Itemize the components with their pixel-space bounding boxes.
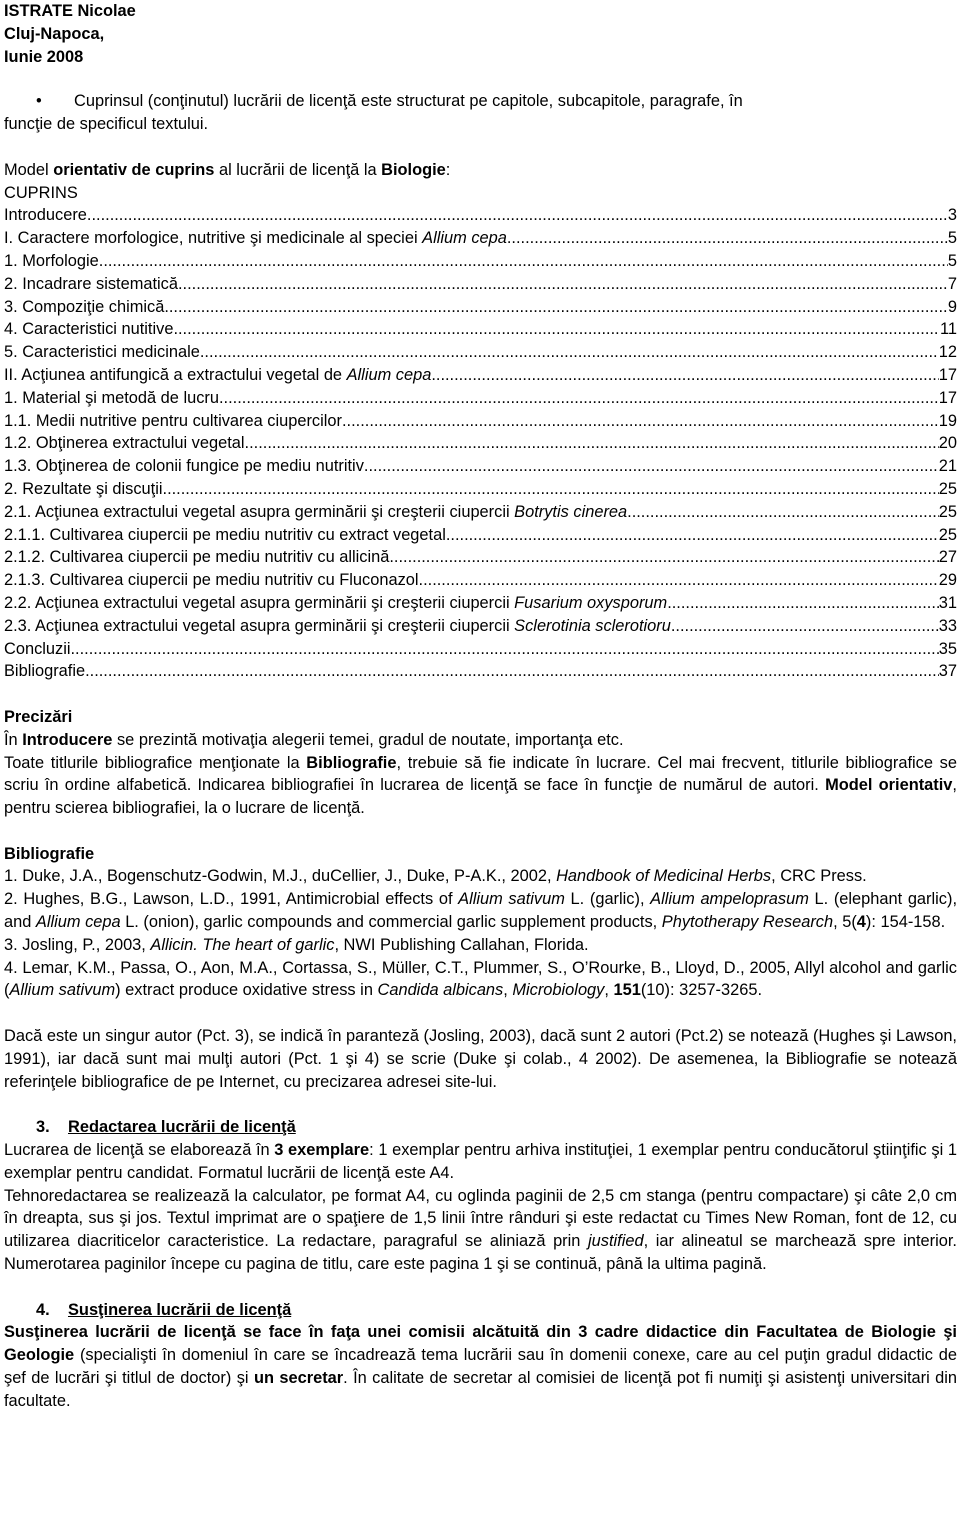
text-span: , trebuie să fie indicate în lucrare. Cel mai frecvent, titlurile bibliografice se scriu în ordine alfabetică. Indicarea bibliografiei în lucrarea de licenţă se face în funcţie de numărul de autori. — [4, 753, 957, 795]
toc-page-number: 35 — [938, 639, 957, 658]
text-span: În — [4, 730, 23, 749]
model-text-a: Model — [4, 160, 54, 179]
toc-page-number: 21 — [938, 457, 957, 476]
text-span: Lucrarea de licenţă se elaborează în — [4, 1141, 275, 1160]
toc-page-number: 17 — [938, 388, 957, 407]
toc-leader-dots — [431, 364, 938, 387]
text-span-italic: Phytotherapy Research — [661, 913, 834, 932]
toc-entry-text: 2.1.3. Cultivarea ciupercii pe mediu nutritiv cu Fluconazol — [4, 571, 419, 590]
toc-entry-text: II. Acţiunea antifungică a extractului vegetal de — [4, 365, 347, 384]
text-span-bold: 3 exemplare — [274, 1141, 370, 1160]
toc-page-number: 29 — [938, 571, 957, 590]
intro-bullet — [4, 90, 957, 113]
author-name: ISTRATE Nicolae — [4, 2, 136, 20]
toc-entry-title — [4, 478, 163, 501]
text-span-bold: Bibliografie — [306, 753, 397, 772]
toc-entry-text: 1. Material şi metodă de lucru — [4, 388, 219, 407]
toc-page-number: 19 — [938, 411, 957, 430]
toc-entry — [4, 341, 957, 364]
author-city: Cluj-Napoca, — [4, 24, 105, 43]
toc-entry — [4, 501, 957, 524]
text-span: ) extract produce oxidative stress in — [115, 981, 378, 1000]
toc-page-number: 12 — [938, 343, 957, 362]
text-span: , CRC Press. — [771, 867, 867, 886]
toc-entry-title — [4, 615, 671, 638]
toc-entry-text: 5. Caracteristici medicinale — [4, 343, 200, 362]
toc-entry-text: 2.3. Acţiunea extractului vegetal asupra germinării şi creşterii ciupercii — [4, 616, 515, 635]
toc-entry — [4, 204, 957, 227]
section-3-title: Redactarea lucrării de licenţă — [68, 1118, 296, 1137]
toc-entry-italic: Sclerotinia sclerotioru — [514, 616, 671, 635]
text-span: 1. Duke, J.A., Bogenschutz-Godwin, M.J., duCellier, J., Duke, P-A.K., 2002, — [4, 867, 557, 886]
toc-leader-dots — [419, 569, 939, 592]
section-4-number: 4. — [36, 1300, 50, 1319]
toc-entry — [4, 524, 957, 547]
toc-entry-title — [4, 250, 99, 273]
toc-entry — [4, 455, 957, 478]
toc-page-number: 3 — [947, 206, 957, 225]
precizari-paragraph-2 — [4, 752, 957, 820]
toc-page-number: 27 — [938, 548, 957, 567]
text-span: (10): 3257-3265. — [640, 981, 763, 1000]
toc-entry-title — [4, 364, 431, 387]
toc-leader-dots — [219, 387, 939, 410]
toc-entry-text: Introducere — [4, 206, 87, 225]
reference-1 — [4, 865, 957, 888]
text-span: , NWI Publishing Callahan, Florida. — [334, 935, 589, 954]
toc-entry-text: 2. Rezultate şi discuţii — [4, 479, 163, 498]
section-3-paragraph-2 — [4, 1185, 957, 1276]
text-span-bold: Susţinerea lucrării de licenţă se face în faţa unei comisii alcătuită din 3 cadre didactice din Facultatea de Biologie şi Geologie — [4, 1323, 957, 1365]
text-span-italic: Allicin. The heart of garlic — [150, 935, 335, 954]
text-span-bold: 151 — [613, 981, 641, 1000]
toc-leader-dots — [667, 592, 939, 615]
toc-entry-text: 1.1. Medii nutritive pentru cultivarea ciupercilor — [4, 411, 342, 430]
toc-leader-dots — [245, 432, 939, 455]
toc-entry — [4, 318, 957, 341]
section-4-title: Susţinerea lucrării de licenţă — [68, 1300, 292, 1319]
toc-entry-italic: Allium cepa — [346, 365, 432, 384]
toc-entry-title — [4, 501, 627, 524]
section-4-heading — [4, 1299, 957, 1322]
toc-entry — [4, 364, 957, 387]
toc-entry-italic: Allium cepa — [422, 229, 507, 248]
text-span: se prezintă motivaţia alegerii temei, gradul de noutate, importanţa etc. — [112, 730, 624, 749]
toc-entry-text: 2.1.1. Cultivarea ciupercii pe mediu nutritiv cu extract vegetal — [4, 525, 446, 544]
toc-page-number: 31 — [938, 593, 957, 612]
toc-entry-title — [4, 341, 200, 364]
toc-leader-dots — [446, 524, 939, 547]
toc-entry-title — [4, 660, 85, 683]
toc-page-number: 25 — [938, 525, 957, 544]
toc-entry — [4, 569, 957, 592]
text-span-italic: Handbook of Medicinal Herbs — [556, 867, 772, 886]
toc-leader-dots — [164, 296, 948, 319]
toc-page-number: 25 — [938, 502, 957, 521]
toc-entry — [4, 660, 957, 683]
toc-entry-title — [4, 546, 389, 569]
model-text-b: orientativ de cuprins — [53, 160, 215, 179]
text-span: 4. Lemar, K.M., Passa, O., Aon, M.A., Cortassa, S., Müller, C.T., Plummer, S., O’Rourke, B., Lloyd, D., 2005, Allyl alcohol and garlic ( — [4, 958, 957, 1000]
precizari-paragraph-1 — [4, 729, 957, 752]
text-span: L. (elephant garlic), and — [4, 890, 957, 932]
text-span-italic: Microbiology — [512, 981, 605, 1000]
intro-text-line1: Cuprinsul (conţinutul) lucrării de licenţă este structurat pe capitole, subcapitole, paragrafe, în — [74, 92, 743, 111]
toc-entry-title — [4, 204, 87, 227]
text-span-italic: Allium sativum — [458, 890, 565, 909]
toc-page-number: 25 — [938, 479, 957, 498]
toc-page-number: 17 — [938, 365, 957, 384]
toc-entry-text: 2.1.2. Cultivarea ciupercii pe mediu nutritiv cu allicină — [4, 548, 390, 567]
toc-entry-text: 2.2. Acţiunea extractului vegetal asupra germinării şi creşterii ciupercii — [4, 593, 515, 612]
toc-page-number: 7 — [947, 274, 957, 293]
section-3-heading — [4, 1116, 957, 1139]
toc-entry — [4, 546, 957, 569]
toc-leader-dots — [389, 546, 938, 569]
text-span: , pentru scierea bibliografiei, la o lucrare de licenţă. — [4, 776, 957, 818]
bibliografie-title: Bibliografie — [4, 844, 95, 863]
text-span-bold: un secretar — [253, 1369, 344, 1388]
toc-entry-title — [4, 592, 667, 615]
toc-entry-text: 3. Compoziţie chimică — [4, 297, 165, 316]
toc-leader-dots — [342, 410, 939, 433]
toc-entry-title — [4, 227, 507, 250]
toc-entry-title — [4, 410, 342, 433]
text-span-italic: Allium sativum — [9, 981, 116, 1000]
text-span: 2. Hughes, B.G., Lawson, L.D., 1991, Antimicrobial effects of — [4, 890, 459, 909]
reference-3 — [4, 934, 957, 957]
toc-entry-text: 2.1. Acţiunea extractului vegetal asupra germinării şi creşterii ciupercii — [4, 502, 515, 521]
toc-entry-title — [4, 638, 71, 661]
toc-page-number: 5 — [947, 251, 957, 270]
toc-entry-text: 1.2. Obţinerea extractului vegetal — [4, 434, 245, 453]
text-span: L. (garlic), — [564, 890, 651, 909]
toc-entry — [4, 410, 957, 433]
toc-entry-title — [4, 569, 419, 592]
text-span: , 5( — [833, 913, 857, 932]
text-span: Tehnoredactarea se realizează la calculator, pe format A4, cu oglinda paginii de 2,5 cm stanga (pentru compactare) şi câte 2,0 cm în dreapta, sus şi jos. Textul imprimat are o spaţiere de 1,5 linii între rânduri şi este redactat cu Times New Roman, font de 12, cu utilizarea diacriticelor caracteristice. La redactare, paragraful se aliniază prin — [4, 1186, 957, 1251]
model-text-e: : — [445, 160, 451, 179]
toc-entry-title — [4, 432, 245, 455]
toc-leader-dots — [671, 615, 939, 638]
toc-entry-title — [4, 318, 173, 341]
toc-leader-dots — [163, 478, 939, 501]
toc-leader-dots — [71, 638, 939, 661]
model-line — [4, 159, 957, 182]
toc-entry-text: 2. Incadrare sistematică — [4, 274, 178, 293]
toc-leader-dots — [99, 250, 948, 273]
intro-text-line2: funcţie de specificul textului. — [4, 115, 209, 134]
toc-entry-title — [4, 387, 219, 410]
toc-entry — [4, 432, 957, 455]
toc-entry-italic: Fusarium oxysporum — [514, 593, 668, 612]
text-span-bold: Model orientativ — [825, 776, 953, 795]
text-span-italic: Allium cepa — [35, 913, 121, 932]
toc-leader-dots — [627, 501, 939, 524]
toc-entry-text: Concluzii — [4, 639, 71, 658]
text-span-italic: Allium ampeloprasum — [650, 890, 809, 909]
model-text-d: Biologie — [381, 160, 446, 179]
text-span: L. (onion), garlic compounds and commercial garlic supplement products, — [120, 913, 662, 932]
reference-2 — [4, 888, 957, 934]
toc-page-number: 11 — [939, 320, 957, 339]
toc-entry — [4, 615, 957, 638]
toc-entry — [4, 478, 957, 501]
text-span-bold: 4 — [856, 913, 866, 932]
document-date: Iunie 2008 — [4, 47, 84, 66]
toc-leader-dots — [507, 227, 948, 250]
toc-leader-dots — [178, 273, 948, 296]
text-span: ): 154-158. — [865, 913, 946, 932]
toc-entry-title — [4, 455, 364, 478]
toc-entry-text: Bibliografie — [4, 662, 86, 681]
text-span-italic: Candida albicans — [377, 981, 504, 1000]
toc-entry — [4, 592, 957, 615]
toc-page-number: 37 — [938, 662, 957, 681]
toc-entry — [4, 227, 957, 250]
toc-entry-text: I. Caractere morfologice, nutritive şi medicinale al speciei — [4, 229, 423, 248]
table-of-contents — [4, 204, 957, 683]
toc-entry-title — [4, 296, 164, 319]
bullet-dot: • — [36, 92, 42, 111]
toc-leader-dots — [87, 204, 948, 227]
section-4-paragraph-1 — [4, 1321, 957, 1412]
reference-4 — [4, 957, 957, 1003]
text-span: : 1 exemplar pentru arhiva instituţiei, 1 exemplar pentru conducătorul ştiinţific şi 1 exemplar pentru candidat. Formatul lucrării de licenţă este A4. — [4, 1141, 957, 1182]
toc-entry — [4, 638, 957, 661]
toc-entry — [4, 387, 957, 410]
text-span: . În calitate de secretar al comisiei de licenţă pot fi numiţi şi asistenţi universitari din facultate. — [4, 1369, 958, 1410]
section-3-paragraph-1 — [4, 1139, 957, 1185]
bibliografie-note: Dacă este un singur autor (Pct. 3), se indică în paranteză (Josling, 2003), dacă sunt 2 autori (Pct.2) se notează (Hughes şi Lawson, 1991), iar dacă sunt mai mulţi autori (Pct. 1 şi 4) se scrie (Duke şi colab., 4 2002). De asemenea, la Bibliografie se notează referinţele bibliografice de pe Internet, cu precizarea adresei site-lui. — [4, 1027, 957, 1091]
toc-leader-dots — [364, 455, 939, 478]
text-span: , — [503, 981, 513, 1000]
toc-page-number: 33 — [938, 616, 957, 635]
toc-entry-title — [4, 273, 178, 296]
toc-entry-text: 4. Caracteristici nutitive — [4, 320, 174, 339]
toc-entry-italic: Botrytis cinerea — [514, 502, 628, 521]
text-span-italic: justified — [588, 1232, 644, 1251]
toc-entry — [4, 273, 957, 296]
toc-page-number: 20 — [938, 434, 957, 453]
text-span-bold: Introducere — [22, 730, 113, 749]
section-3-number: 3. — [36, 1118, 50, 1137]
precizari-title: Precizări — [4, 707, 73, 726]
toc-entry — [4, 250, 957, 273]
model-text-c: al lucrării de licenţă la — [214, 160, 382, 179]
toc-entry-title — [4, 524, 446, 547]
text-span: , iar alineatul se marchează spre interior. Numerotarea paginilor începe cu pagina de titlu, care este pagina 1 şi se continuă, până la ultima pagină. — [4, 1232, 957, 1274]
text-span: , — [604, 981, 614, 1000]
toc-leader-dots — [85, 660, 939, 683]
toc-leader-dots — [200, 341, 939, 364]
toc-page-number: 5 — [947, 229, 957, 248]
toc-entry — [4, 296, 957, 319]
toc-entry-text: 1.3. Obţinerea de colonii fungice pe mediu nutritiv — [4, 457, 364, 476]
cuprins-title: CUPRINS — [4, 183, 78, 202]
toc-leader-dots — [173, 318, 940, 341]
text-span: 3. Josling, P., 2003, — [4, 935, 151, 954]
toc-page-number: 9 — [947, 297, 957, 316]
text-span: Toate titlurile bibliografice menţionate la — [4, 753, 307, 772]
toc-entry-text: 1. Morfologie — [4, 251, 99, 270]
text-span: (specialişti în domeniul în care se încadrează tema lucrării sau în domenii conexe, care au cel puţin gradul didactic de şef de lucrări şi titlul de doctor) şi — [4, 1346, 957, 1388]
